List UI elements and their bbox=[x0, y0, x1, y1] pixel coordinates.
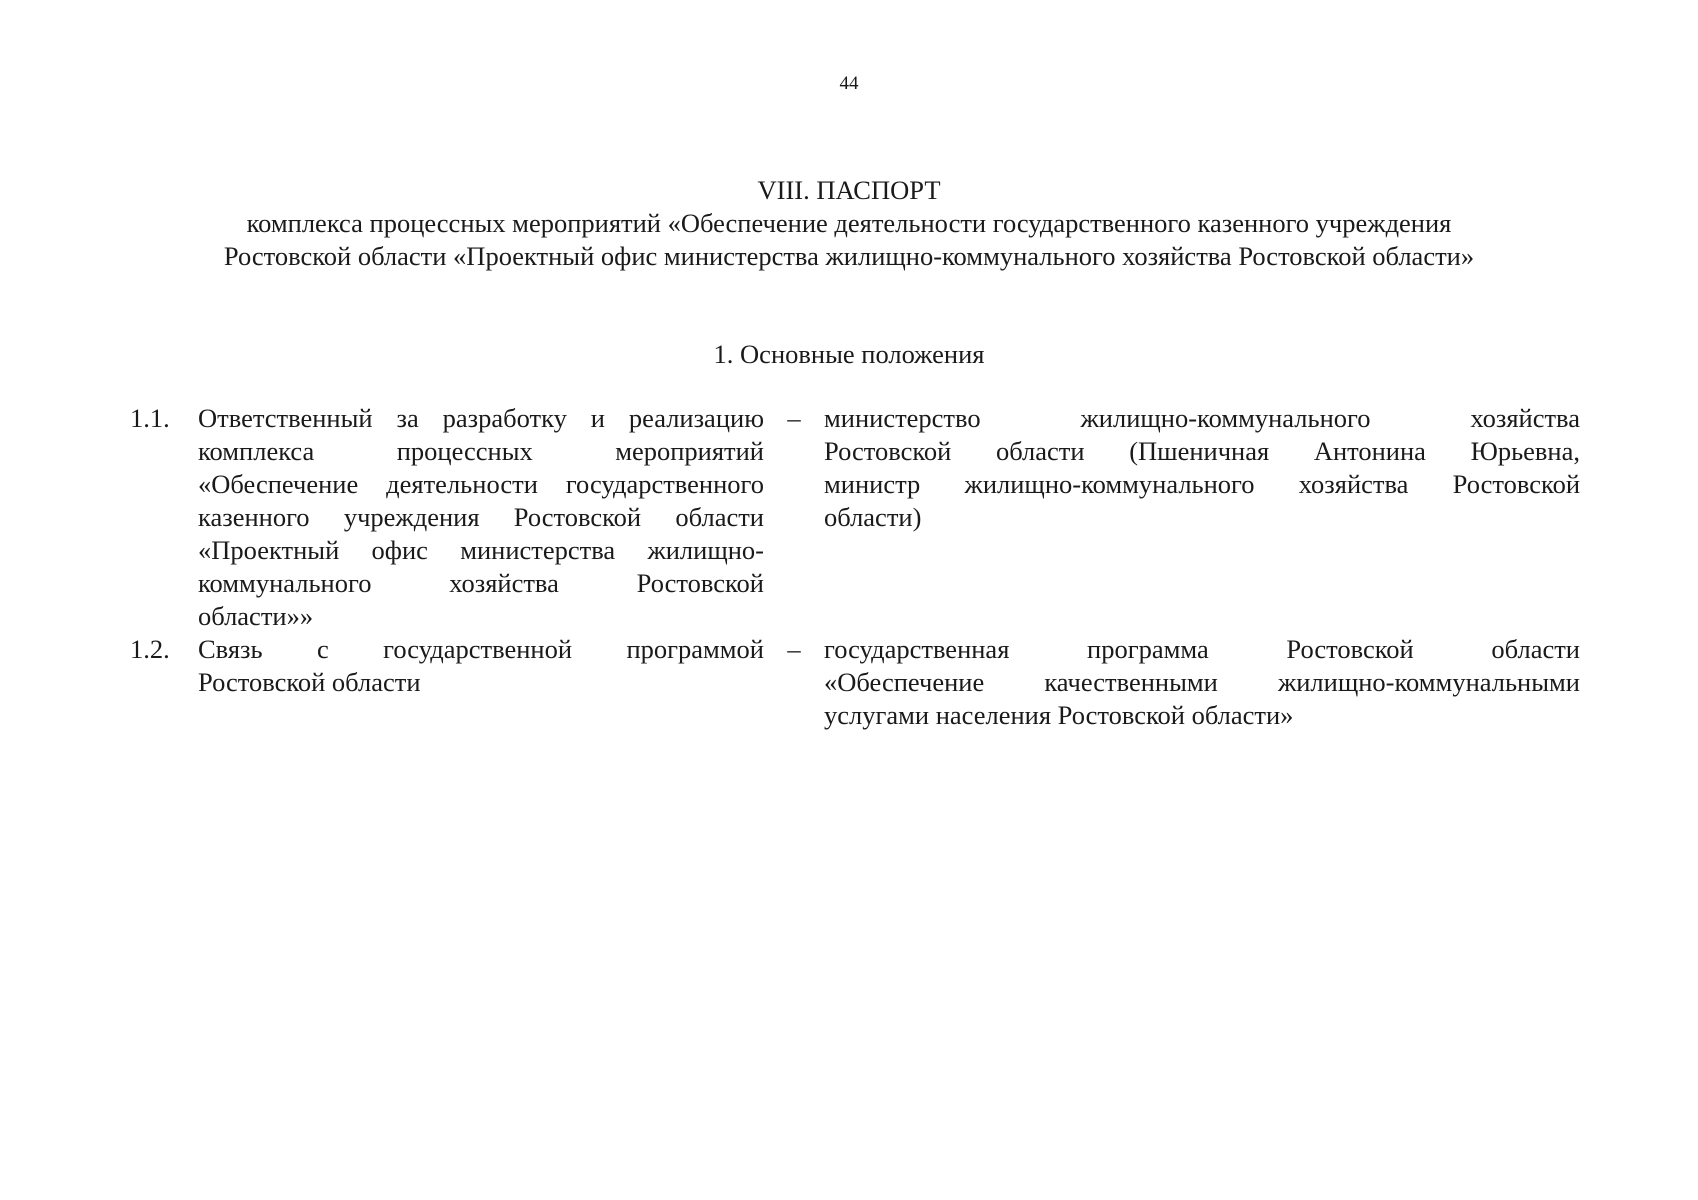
provision-item bbox=[130, 633, 1580, 732]
page-number: 44 bbox=[839, 73, 859, 94]
document-title bbox=[110, 174, 1588, 273]
label-line: «Обеспечение деятельности государственного bbox=[198, 469, 764, 499]
provisions-list bbox=[130, 402, 1580, 732]
provision-item bbox=[130, 402, 1580, 633]
label-line: коммунального хозяйства Ростовской bbox=[198, 568, 764, 598]
dash-separator: – bbox=[787, 634, 801, 664]
value-line: «Обеспечение качественными жилищно-коммунальными bbox=[824, 667, 1580, 697]
value-line: Ростовской области (Пшеничная Антонина Юрьевна, bbox=[824, 436, 1580, 466]
label-line: комплекса процессных мероприятий bbox=[198, 436, 764, 466]
value-line: услугами населения Ростовской области» bbox=[824, 700, 1294, 730]
value-line: государственная программа Ростовской области bbox=[824, 634, 1580, 664]
item-label bbox=[198, 402, 764, 633]
value-line: министерство жилищно-коммунального хозяйства bbox=[824, 403, 1580, 433]
item-label bbox=[198, 633, 764, 699]
title-line-3: Ростовской области «Проектный офис министерства жилищно-коммунального хозяйства Ростовской области» bbox=[223, 241, 1475, 271]
item-value bbox=[824, 402, 1580, 534]
section-heading: 1. Основные положения bbox=[713, 339, 985, 369]
item-value bbox=[824, 633, 1580, 732]
value-line: области) bbox=[824, 502, 922, 532]
title-line-1: VIII. ПАСПОРТ bbox=[757, 175, 941, 205]
label-line: Ростовской области bbox=[198, 667, 421, 697]
item-number: 1.1. bbox=[130, 403, 170, 433]
dash-separator: – bbox=[787, 403, 801, 433]
label-line: области»» bbox=[198, 601, 314, 631]
title-line-2: комплекса процессных мероприятий «Обеспечение деятельности государственного казенного учреждения bbox=[246, 208, 1452, 238]
item-number: 1.2. bbox=[130, 634, 170, 664]
label-line: Ответственный за разработку и реализацию bbox=[198, 403, 764, 433]
label-line: казенного учреждения Ростовской области bbox=[198, 502, 764, 532]
label-line: Связь с государственной программой bbox=[198, 634, 764, 664]
value-line: министр жилищно-коммунального хозяйства Ростовской bbox=[824, 469, 1580, 499]
label-line: «Проектный офис министерства жилищно- bbox=[198, 535, 764, 565]
